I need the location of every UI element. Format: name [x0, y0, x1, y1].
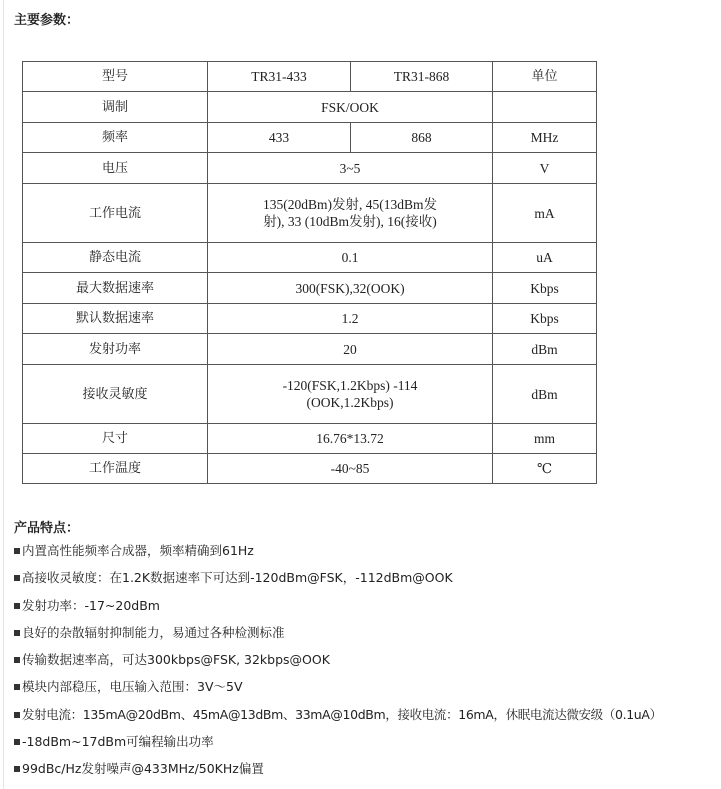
- square-bullet-icon: [14, 630, 20, 636]
- model-868: TR31-868: [351, 62, 493, 92]
- square-bullet-icon: [14, 603, 20, 609]
- table-row: [23, 334, 597, 365]
- modulation-value: FSK/OOK: [208, 92, 493, 123]
- sensitivity-line-1: -120(FSK,1.2Kbps) -114: [282, 378, 418, 393]
- model-label: 型号: [23, 62, 208, 92]
- feature-text: 发射功率：-17~20dBm: [22, 597, 160, 613]
- work-current-unit: mA: [493, 184, 597, 243]
- frequency-433: 433: [208, 123, 351, 153]
- table-row: [23, 424, 597, 454]
- square-bullet-icon: [14, 548, 20, 554]
- table-row: [23, 92, 597, 123]
- temperature-unit: ℃: [493, 454, 597, 484]
- table-row: [23, 123, 597, 153]
- tx-power-value: 20: [208, 334, 493, 365]
- square-bullet-icon: [14, 712, 20, 718]
- feature-list: [14, 541, 662, 787]
- tx-power-label: 发射功率: [23, 334, 208, 365]
- max-rate-value: 300(FSK),32(OOK): [208, 273, 493, 304]
- sensitivity-label: 接收灵敏度: [23, 365, 208, 424]
- feature-text: 高接收灵敏度：在1.2K数据速率下可达到-120dBm@FSK，-112dBm@OOK: [22, 570, 453, 586]
- static-current-unit: uA: [493, 243, 597, 273]
- list-item: [14, 677, 662, 704]
- max-rate-label: 最大数据速率: [23, 273, 208, 304]
- default-rate-value: 1.2: [208, 304, 493, 334]
- modulation-unit: [493, 92, 597, 123]
- feature-text: 模块内部稳压，电压输入范围：3V～5V: [22, 679, 243, 695]
- temperature-label: 工作温度: [23, 454, 208, 484]
- table-row: [23, 62, 597, 92]
- work-current-line-2: 射), 33 (10dBm发射), 16(接收): [263, 214, 437, 229]
- table-row: [23, 243, 597, 273]
- feature-text: 传输数据速率高，可达300kbps@FSK, 32kbps@OOK: [22, 652, 330, 668]
- default-rate-label: 默认数据速率: [23, 304, 208, 334]
- frequency-868: 868: [351, 123, 493, 153]
- voltage-value: 3~5: [208, 153, 493, 184]
- work-current-value: [208, 184, 493, 243]
- list-item: [14, 541, 662, 568]
- temperature-value: -40~85: [208, 454, 493, 484]
- work-current-line-1: 135(20dBm)发射, 45(13dBm发: [263, 197, 437, 212]
- list-item: [14, 596, 662, 623]
- static-current-value: 0.1: [208, 243, 493, 273]
- max-rate-unit: Kbps: [493, 273, 597, 304]
- tx-power-unit: dBm: [493, 334, 597, 365]
- sensitivity-value: [208, 365, 493, 424]
- list-item: [14, 732, 662, 759]
- feature-text: 99dBc/Hz发射噪声@433MHz/50KHz偏置: [22, 761, 264, 777]
- voltage-unit: V: [493, 153, 597, 184]
- frequency-label: 频率: [23, 123, 208, 153]
- model-433: TR31-433: [208, 62, 351, 92]
- list-item: [14, 623, 662, 650]
- left-border-line: [3, 0, 4, 789]
- voltage-label: 电压: [23, 153, 208, 184]
- square-bullet-icon: [14, 739, 20, 745]
- table-row: [23, 153, 597, 184]
- modulation-label: 调制: [23, 92, 208, 123]
- frequency-unit: MHz: [493, 123, 597, 153]
- table-row: [23, 273, 597, 304]
- static-current-label: 静态电流: [23, 243, 208, 273]
- feature-text: 良好的杂散辐射抑制能力，易通过各种检测标准: [22, 624, 285, 640]
- square-bullet-icon: [14, 657, 20, 663]
- list-item: [14, 759, 662, 786]
- list-item: [14, 705, 662, 732]
- square-bullet-icon: [14, 684, 20, 690]
- list-item: [14, 650, 662, 677]
- size-unit: mm: [493, 424, 597, 454]
- table-row: [23, 304, 597, 334]
- square-bullet-icon: [14, 575, 20, 581]
- square-bullet-icon: [14, 766, 20, 772]
- default-rate-unit: Kbps: [493, 304, 597, 334]
- table-row: [23, 365, 597, 424]
- main-params-heading: 主要参数：: [14, 13, 80, 28]
- unit-header: 单位: [493, 62, 597, 92]
- table-row: [23, 454, 597, 484]
- features-heading: 产品特点：: [14, 521, 80, 536]
- feature-text: -18dBm~17dBm可编程输出功率: [22, 734, 214, 750]
- list-item: [14, 568, 662, 595]
- sensitivity-unit: dBm: [493, 365, 597, 424]
- table-row: [23, 184, 597, 243]
- work-current-label: 工作电流: [23, 184, 208, 243]
- size-label: 尺寸: [23, 424, 208, 454]
- feature-text: 发射电流：135mA@20dBm、45mA@13dBm、33mA@10dBm，接收电流：16mA，休眠电流达微安级（0.1uA）: [22, 706, 662, 722]
- spec-table: [22, 61, 597, 484]
- feature-text: 内置高性能频率合成器，频率精确到61Hz: [22, 543, 254, 558]
- sensitivity-line-2: (OOK,1.2Kbps): [306, 395, 394, 410]
- size-value: 16.76*13.72: [208, 424, 493, 454]
